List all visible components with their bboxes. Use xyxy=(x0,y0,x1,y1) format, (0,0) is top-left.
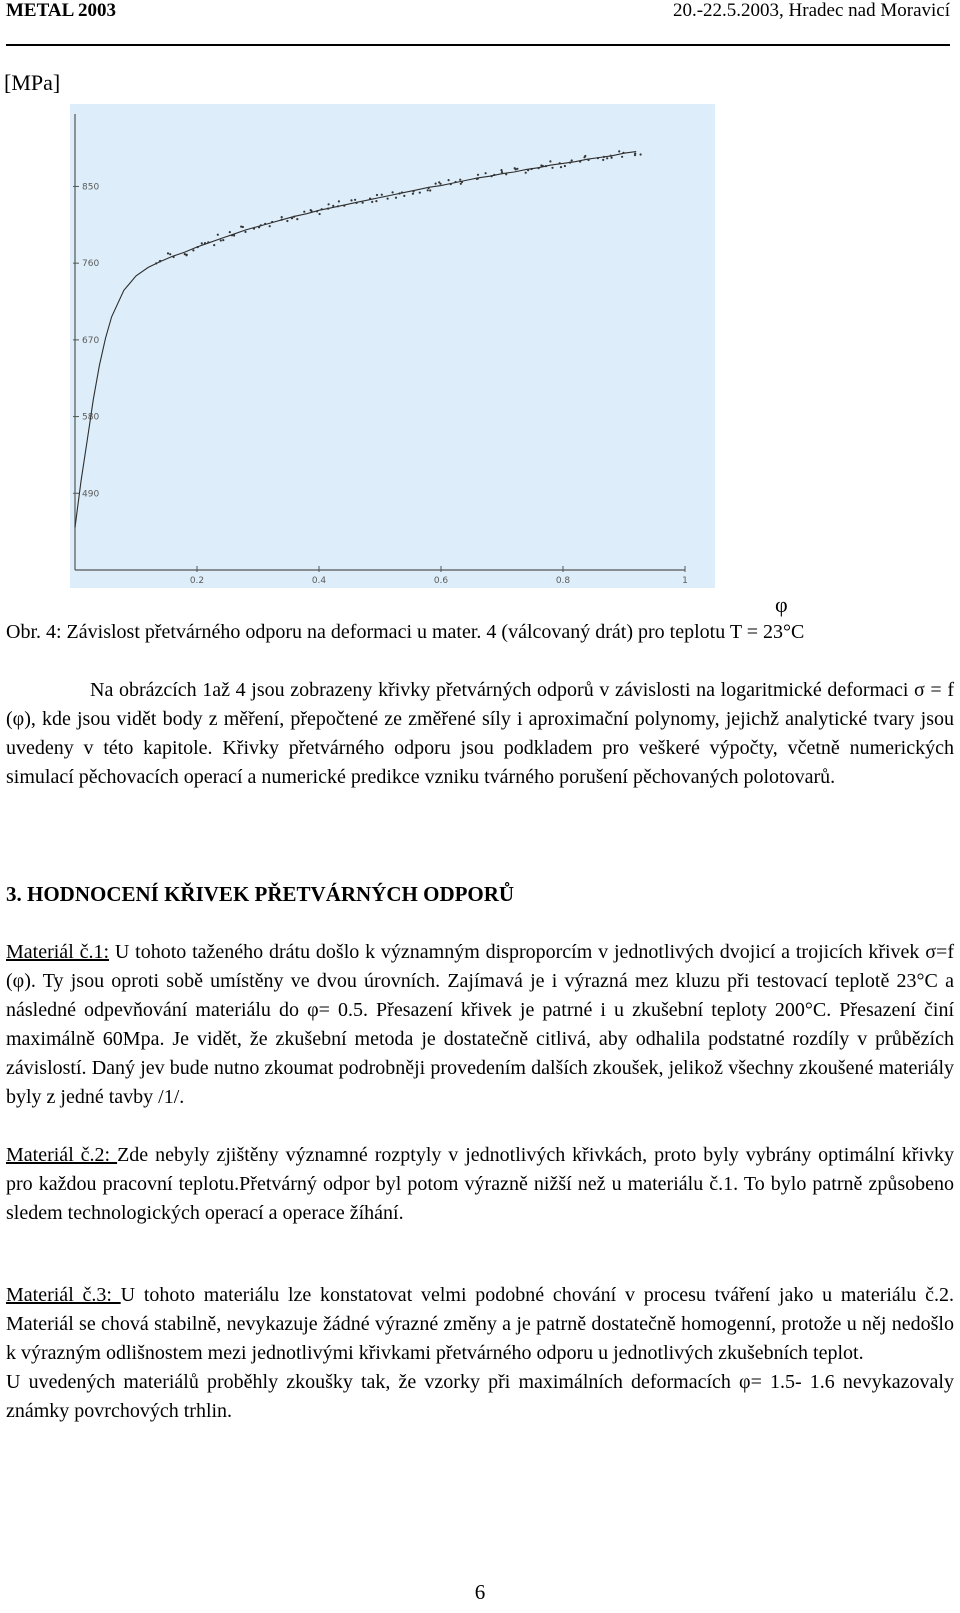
stress-strain-chart xyxy=(70,104,715,588)
data-point xyxy=(392,191,394,193)
data-point xyxy=(319,213,321,215)
material-3-label: Materiál č.3: xyxy=(6,1284,121,1306)
data-point xyxy=(264,223,266,225)
data-point xyxy=(376,194,378,196)
data-point xyxy=(338,200,340,202)
data-point xyxy=(371,201,373,203)
data-point xyxy=(461,181,463,183)
data-point xyxy=(438,181,440,183)
data-point xyxy=(310,210,312,212)
data-point xyxy=(584,155,586,157)
data-point xyxy=(399,192,401,194)
data-point xyxy=(403,195,405,197)
data-point xyxy=(233,234,235,236)
y-tick-label: 670 xyxy=(82,335,100,346)
data-point xyxy=(369,198,371,200)
data-point xyxy=(222,239,224,241)
data-point xyxy=(244,231,246,233)
material-2-label: Materiál č.2: xyxy=(6,1144,118,1166)
data-point xyxy=(332,205,334,207)
data-point xyxy=(455,181,457,183)
data-point xyxy=(381,194,383,196)
data-point xyxy=(413,190,415,192)
x-tick-label: 0.6 xyxy=(433,576,449,586)
data-point xyxy=(231,234,233,236)
data-point xyxy=(545,165,547,167)
data-point xyxy=(260,224,262,226)
x-axis-symbol: φ xyxy=(775,592,788,617)
data-point xyxy=(603,156,605,158)
closing-text: U uvedených materiálů proběhly zkoušky tak, že vzorky při maximálních deformacích φ= 1.5- 1.6 nevykazovaly známky povrchových trhlin. xyxy=(6,1371,954,1422)
data-point xyxy=(197,246,199,248)
data-point xyxy=(327,208,329,210)
x-tick-label: 0.8 xyxy=(555,576,571,586)
data-point xyxy=(597,157,599,159)
data-point xyxy=(459,179,461,181)
data-point xyxy=(328,203,330,205)
data-point xyxy=(435,183,437,185)
data-point xyxy=(640,153,642,155)
data-point xyxy=(564,165,566,167)
data-point xyxy=(606,157,608,159)
data-point xyxy=(286,220,288,222)
x-tick-label: 1 xyxy=(682,576,688,586)
data-point xyxy=(401,191,403,193)
data-point xyxy=(258,226,260,228)
data-point xyxy=(204,242,206,244)
data-point xyxy=(621,156,623,158)
data-point xyxy=(337,205,339,207)
data-point xyxy=(531,168,533,170)
data-point xyxy=(450,183,452,185)
header-conference: METAL 2003 xyxy=(6,0,116,21)
figure-caption: Obr. 4: Závislost přetvárného odporu na deformaci u mater. 4 (válcovaný drát) pro teplotu T = 23°C xyxy=(6,621,805,643)
data-point xyxy=(515,168,517,170)
data-point xyxy=(622,152,624,154)
data-point xyxy=(281,216,283,218)
plot-background xyxy=(70,104,715,588)
data-point xyxy=(293,216,295,218)
data-point xyxy=(491,175,493,177)
data-point xyxy=(527,169,529,171)
data-point xyxy=(477,177,479,179)
data-point xyxy=(213,244,215,246)
section-heading: 3. HODNOCENÍ KŘIVEK PŘETVÁRNÝCH ODPORŮ xyxy=(6,882,515,906)
y-axis-unit: [MPa] xyxy=(4,70,61,95)
data-point xyxy=(429,189,431,191)
data-point xyxy=(229,231,231,233)
material-2-text: Zde nebyly zjištěny významné rozptyly v jednotlivých křivkách, proto byly vybrány optimální křivky pro každou pracovní teplotu.Přetvárný odpor byl potom výrazně nižší než u materiálu č.1. To bylo patrně způsobeno sledem technologických operací a operace žíhání. xyxy=(6,1144,954,1224)
data-point xyxy=(485,172,487,174)
data-point xyxy=(500,169,502,171)
material-1-paragraph xyxy=(6,938,954,1112)
data-point xyxy=(321,208,323,210)
data-point xyxy=(560,166,562,168)
data-point xyxy=(493,174,495,176)
data-point xyxy=(271,221,273,223)
page-number: 6 xyxy=(474,1580,486,1604)
data-point xyxy=(569,162,571,164)
data-point xyxy=(427,189,429,191)
data-point xyxy=(618,150,620,152)
x-tick-label: 0.4 xyxy=(311,576,327,586)
data-point xyxy=(610,155,612,157)
data-point xyxy=(362,202,364,204)
data-point xyxy=(587,159,589,161)
data-point xyxy=(192,249,194,251)
header-date-place: 20.-22.5.2003, Hradec nad Moravicí xyxy=(672,0,950,21)
data-point xyxy=(316,210,318,212)
data-point xyxy=(155,262,157,264)
data-point xyxy=(356,202,358,204)
data-point xyxy=(571,159,573,161)
data-point xyxy=(350,199,352,201)
data-point xyxy=(354,199,356,201)
data-point xyxy=(184,253,186,255)
y-tick-label: 760 xyxy=(82,259,100,270)
data-point xyxy=(460,183,462,185)
data-point xyxy=(551,167,553,169)
material-3-text: U tohoto materiálu lze konstatovat velmi podobné chování v procesu tváření jako u materiálu č.2. Materiál se chová stabilně, nevykazuje žádné výrazné změny a je patrně dostatečně homogenní, protože u něj nedošlo k výrazným odlišnostem mezi jednotlivými křivkami přetvárného odporu u jednotlivých zkušebních teplot. xyxy=(6,1284,954,1364)
data-point xyxy=(412,193,414,195)
data-point xyxy=(281,219,283,221)
data-point xyxy=(387,198,389,200)
data-point xyxy=(159,260,161,262)
data-point xyxy=(542,165,544,167)
data-point xyxy=(217,234,219,236)
data-point xyxy=(201,242,203,244)
y-tick-label: 490 xyxy=(82,489,100,500)
x-tick-label: 0.2 xyxy=(189,576,205,586)
paragraph-intro: Na obrázcích 1až 4 jsou zobrazeny křivky přetvárných odporů v závislosti na logaritmické deformaci σ = f (φ), kde jsou vidět body z měření, přepočtené ze změřené síly i aproximační polynomy, jejichž analytické tvary jsou uvedeny v této kapitole. Křivky přetvárného odporu jsou podkladem pro veškeré výpočty, včetně numerických simulací pěchovacích operací a numerické predikce vzniku tvárného porušení pěchovaných polotovarů. xyxy=(6,679,954,788)
data-point xyxy=(505,173,507,175)
material-1-label: Materiál č.1: xyxy=(6,941,110,963)
data-point xyxy=(549,160,551,162)
data-point xyxy=(269,225,271,227)
y-tick-label: 850 xyxy=(82,182,100,193)
data-point xyxy=(525,172,527,174)
header-rule xyxy=(6,44,950,46)
data-point xyxy=(538,167,540,169)
data-point xyxy=(634,154,636,156)
data-point xyxy=(395,197,397,199)
y-tick-label: 580 xyxy=(82,412,100,423)
data-point xyxy=(501,171,503,173)
data-point xyxy=(477,174,479,176)
data-point xyxy=(207,241,209,243)
data-point xyxy=(559,162,561,164)
data-point xyxy=(579,161,581,163)
data-point xyxy=(303,211,305,213)
data-point xyxy=(253,228,255,230)
data-point xyxy=(169,253,171,255)
data-point xyxy=(419,192,421,194)
data-point xyxy=(448,179,450,181)
data-point xyxy=(173,256,175,258)
data-point xyxy=(611,157,613,159)
data-point xyxy=(343,205,345,207)
data-point xyxy=(296,218,298,220)
material-3-paragraph xyxy=(6,1281,954,1426)
material-1-text: U tohoto taženého drátu došlo k významným disproporcím v jednotlivých dvojicí a trojicích křivek σ=f (φ). Ty jsou oproti sobě umístěny ve dvou úrovních. Zajímavá je i výrazná mez kluzu při testovací teplotě 23°C a následné odpevňování materiálu do φ= 0.5. Přesazení křivek je patrné i u zkušební teploty 200°C. Přesazení činí maximálně 60Mpa. Je vidět, že zkušební metoda je dostatečně citlivá, aby odhalila podstatné rozdíly v průbězích závislostí. Daný jev bude nutno zkoumat podrobněji provedením dalších zkoušek, jelikož všechny zkoušené materiály byly z jedné tavby /1/. xyxy=(6,941,954,1108)
data-point xyxy=(375,200,377,202)
data-point xyxy=(186,254,188,256)
data-point xyxy=(242,226,244,228)
data-point xyxy=(220,239,222,241)
data-point xyxy=(602,159,604,161)
data-point xyxy=(291,217,293,219)
data-point xyxy=(428,187,430,189)
material-2-paragraph xyxy=(6,1141,954,1228)
data-point xyxy=(167,252,169,254)
